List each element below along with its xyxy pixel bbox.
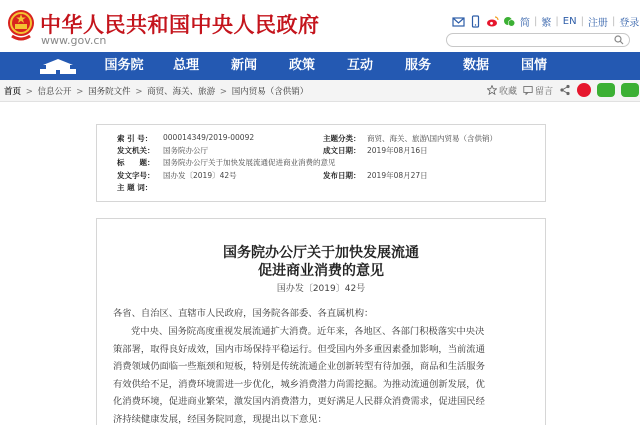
site-url: www.gov.cn [41,34,106,47]
breadcrumb-bar [0,80,640,102]
weibo-share-icon[interactable] [577,83,591,97]
register-link[interactable]: 注册 [588,14,608,29]
breadcrumb-commerce[interactable]: 商贸、海关、旅游 [147,87,215,97]
nav-item-premier[interactable]: 总理 [158,52,214,80]
title-label: 标 题： [117,157,155,168]
index-value: 000014349/2019-00092 [163,133,254,142]
search-input[interactable] [446,33,630,47]
login-link[interactable]: 登录 [619,14,639,29]
mail-icon[interactable] [452,15,465,28]
article-paragraph-line: 有效供给不足，消费环境需进一步优化，城乡消费潜力尚需挖掘。为推动流通创新发展，优 [113,376,537,394]
nav-item-news[interactable]: 新闻 [216,52,272,80]
message-button[interactable] [523,84,553,97]
main-nav [0,52,640,80]
issuer-value: 国务院办公厅 [163,145,208,156]
wechat-share-icon[interactable] [597,83,615,97]
article-salutation: 各省、自治区、直辖市人民政府，国务院各部委、各直属机构： [113,305,537,323]
toolbar-divider: | [555,16,558,27]
mobile-icon[interactable] [469,15,482,28]
message-icon [523,85,533,95]
nav-item-services[interactable]: 服务 [390,52,446,80]
index-label: 索 引 号： [117,133,152,144]
breadcrumb-separator: > [26,87,33,97]
docno-value: 国办发〔2019〕42号 [163,170,237,181]
article-doc-number: 国办发〔2019〕42号 [97,281,545,294]
category-label: 主题分类： [323,133,361,144]
toolbar-divider: | [612,16,615,27]
breadcrumb-domestic-trade[interactable]: 国内贸易（含供销） [232,87,309,97]
subject-label: 主 题 词： [117,182,152,193]
favorite-label: 收藏 [499,84,517,97]
article-paragraph-line: 济持续健康发展，经国务院同意，现提出以下意见： [113,411,537,428]
article-body [96,218,546,425]
nav-item-data[interactable]: 数据 [448,52,504,80]
share-icon[interactable] [559,84,571,96]
breadcrumb-separator: > [220,87,227,97]
breadcrumb-home[interactable]: 首页 [4,87,21,97]
breadcrumb-separator: > [76,87,83,97]
weibo-icon[interactable] [486,15,499,28]
site-header [0,0,640,52]
date-published-label: 发布日期： [323,170,361,181]
article-paragraph-line: 党中央、国务院高度重视发展流通扩大消费。近年来，各地区、各部门积极落实中央决 [113,323,537,341]
nav-item-national-info[interactable]: 国情 [506,52,562,80]
search-icon[interactable] [614,35,624,45]
lang-simplified-link[interactable]: 简 [520,14,530,29]
article-paragraph-line: 消费领域仍面临一些瓶颈和短板，特别是传统流通企业创新转型有待加强，商品和生活服务 [113,358,537,376]
article-title-line1: 国务院办公厅关于加快发展流通 [97,242,545,262]
moments-share-icon[interactable] [621,83,639,97]
issuer-label: 发文机关： [117,145,155,156]
article-title-line2: 促进商业消费的意见 [97,260,545,280]
lang-traditional-link[interactable]: 繁 [541,14,551,29]
wechat-icon[interactable] [503,15,516,28]
site-name[interactable]: 中华人民共和国中央人民政府 [40,9,320,39]
national-emblem-icon[interactable] [6,6,36,44]
article-paragraph-line: 策部署，取得良好成效，国内市场保持平稳运行。但受国内外多重因素叠加影响，当前流通 [113,341,537,359]
docno-label: 发文字号： [117,170,155,181]
date-written-value: 2019年08月16日 [367,145,428,156]
date-written-label: 成文日期： [323,145,361,156]
category-value: 商贸、海关、旅游\国内贸易（含供销） [367,133,497,144]
breadcrumb-separator: > [135,87,142,97]
breadcrumb-info-disclosure[interactable]: 信息公开 [38,87,72,97]
favorite-button[interactable] [487,84,517,97]
message-label: 留言 [535,84,553,97]
breadcrumb [4,85,308,97]
header-toolbar [452,13,639,29]
nav-item-state-council[interactable]: 国务院 [94,52,154,80]
breadcrumb-state-council-docs[interactable]: 国务院文件 [88,87,131,97]
page-actions [487,83,639,97]
toolbar-divider: | [534,16,537,27]
lang-english-link[interactable]: EN [563,16,577,27]
toolbar-divider: | [581,16,584,27]
nav-item-policy[interactable]: 政策 [274,52,330,80]
title-value: 国务院办公厅关于加快发展流通促进商业消费的意见 [163,157,336,168]
star-icon [487,85,497,95]
date-published-value: 2019年08月27日 [367,170,428,181]
article-paragraph-line: 化消费环境，促进商业繁荣，激发国内消费潜力，更好满足人民群众消费需求，促进国民经 [113,393,537,411]
doc-info-table [96,124,546,202]
tiananmen-logo-icon[interactable] [36,56,80,76]
nav-item-interaction[interactable]: 互动 [332,52,388,80]
